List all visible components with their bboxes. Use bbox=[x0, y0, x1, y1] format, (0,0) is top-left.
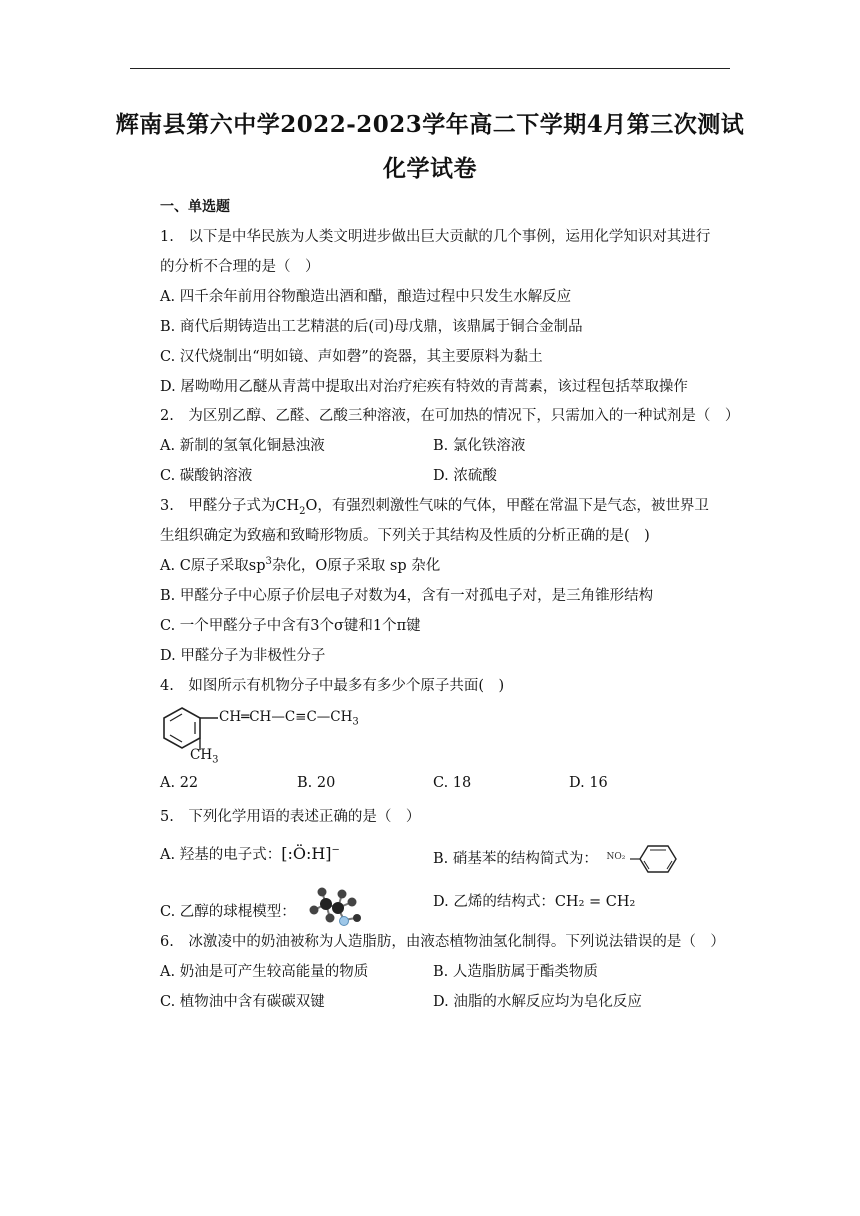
q6-option-d: D. 油脂的水解反应均为皂化反应 bbox=[433, 994, 642, 1010]
q4-option-a: A. 22 bbox=[160, 775, 199, 791]
side-chain: $CH═CH—C\equiv C—CH_3$ bbox=[219, 709, 359, 728]
q6-option-b: B. 人造脂肪属于酯类物质 bbox=[433, 964, 598, 980]
q6-option-c: C. 植物油中含有碳碳双键 bbox=[160, 994, 325, 1010]
q2-option-a: A. 新制的氢氧化铜悬浊液 bbox=[160, 438, 325, 454]
q2-option-b: B. 氯化铁溶液 bbox=[433, 438, 526, 454]
q4-stem: 4. 如图所示有机物分子中最多有多少个原子共面( ) bbox=[160, 678, 505, 694]
q3-option-a: A. C原子采取$sp^3$杂化，O原子采取 sp 杂化 bbox=[160, 556, 441, 574]
hydroxyl-electron-formula: [:Ö:H]− bbox=[281, 844, 340, 863]
q2-stem: 2. 为区别乙醇、乙醛、乙酸三种溶液，在可加热的情况下，只需加入的一种试剂是（ ） bbox=[160, 408, 740, 424]
q3-stem-line1: 3. 甲醛分子式为$CH_2O$，有强烈刺激性气味的气体，甲醛在常温下是气态，被世界卫 bbox=[160, 498, 709, 517]
q4-structure-figure bbox=[160, 700, 400, 768]
q3-option-b: B. 甲醛分子中心原子价层电子对数为4，含有一对孤电子对，是三角锥形结构 bbox=[160, 588, 654, 604]
nitrobenzene-figure: NO₂ bbox=[602, 843, 692, 875]
q6-option-a: A. 奶油是可产生较高能量的物质 bbox=[160, 964, 369, 980]
q5-option-a: A. 羟基的电子式：[:Ö:H]− bbox=[160, 844, 340, 863]
q3-option-c: C. 一个甲醛分子中含有3个σ键和1个π键 bbox=[160, 618, 421, 634]
q5-option-b: B. 硝基苯的结构简式为： NO₂ bbox=[433, 843, 692, 875]
q4-option-b: B. 20 bbox=[297, 775, 336, 791]
q2-option-c: C. 碳酸钠溶液 bbox=[160, 468, 253, 484]
q3-option-d: D. 甲醛分子为非极性分子 bbox=[160, 648, 326, 664]
q1-option-c: C. 汉代烧制出“明如镜、声如磬”的瓷器，其主要原料为黏土 bbox=[160, 349, 543, 365]
ethanol-ball-stick-model bbox=[300, 884, 382, 928]
q1-stem-line1: 1. 以下是中华民族为人类文明进步做出巨大贡献的几个事例，运用化学知识对其进行 bbox=[160, 229, 711, 245]
q2-option-d: D. 浓硫酸 bbox=[433, 468, 497, 484]
header-rule bbox=[130, 68, 730, 69]
q5-option-d: D. 乙烯的结构式：CH₂ = CH₂ bbox=[433, 894, 636, 910]
q3-stem-line2: 生组织确定为致癌和致畸形物质。下列关于其结构及性质的分析正确的是( ) bbox=[160, 528, 650, 544]
exam-title: 辉南县第六中学2022-2023学年高二下学期4月第三次测试 bbox=[115, 111, 745, 138]
q4-option-c: C. 18 bbox=[433, 775, 472, 791]
q5-stem: 5. 下列化学用语的表述正确的是（ ） bbox=[160, 809, 421, 825]
q1-option-d: D. 屠呦呦用乙醚从青蒿中提取出对治疗疟疾有特效的青蒿素，该过程包括萃取操作 bbox=[160, 379, 688, 395]
q6-stem: 6. 冰激凌中的奶油被称为人造脂肪，由液态植物油氢化制得。下列说法错误的是（ ） bbox=[160, 934, 725, 950]
q5-option-c: C. 乙醇的球棍模型： bbox=[160, 890, 382, 934]
formaldehyde-formula: $CH_2O$ bbox=[275, 498, 318, 517]
ethylene-formula: CH₂ = CH₂ bbox=[554, 894, 636, 910]
q1-option-a: A. 四千余年前用谷物酿造出酒和醋，酿造过程中只发生水解反应 bbox=[160, 289, 572, 305]
q4-option-d: D. 16 bbox=[569, 775, 608, 791]
benzene-ring-icon bbox=[602, 843, 692, 875]
q1-option-b: B. 商代后期铸造出工艺精湛的后(司)母戊鼎，该鼎属于铜合金制品 bbox=[160, 319, 583, 335]
section-heading: 一、单选题 bbox=[160, 199, 230, 215]
exam-subtitle: 化学试卷 bbox=[383, 155, 477, 182]
methyl-group: $CH_3$ bbox=[190, 747, 219, 766]
q1-stem-line2: 的分析不合理的是（ ） bbox=[160, 259, 320, 275]
